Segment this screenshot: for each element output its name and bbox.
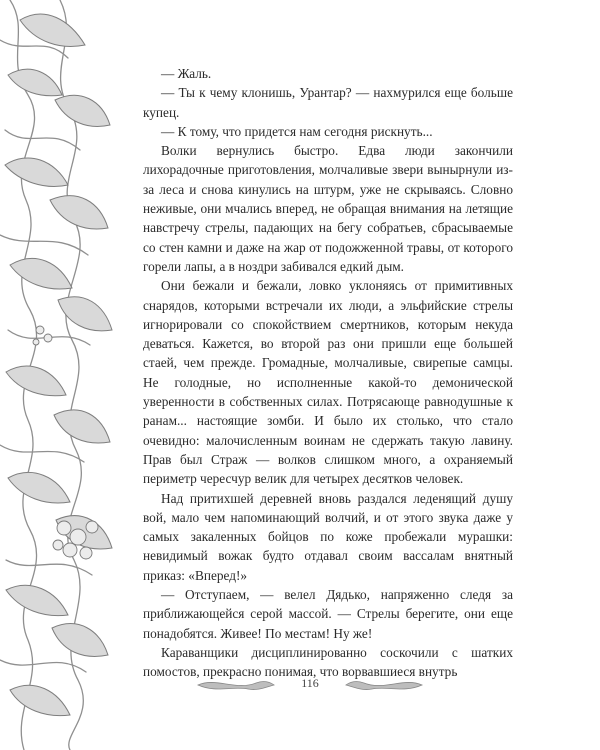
- page-footer: [190, 673, 430, 703]
- body-text: [143, 64, 513, 682]
- paragraph: Они бежали и бежали, ловко уклоняясь от примитивных снарядов, которыми встречали их люди, а эльфийские стрелы игнорировали со спокойствием смертников, которым некуда деваться. Кажется, во второй раз они пришли еще большей стаей, чем прежде. Громадные, молчаливые, свирепые самцы. Не голодные, но исполненные какой-то демонической уверенности в собственных силах. Потрясающе равнодушные к ранам... настоящие зомби. И было их столько, что стало очевидно: малочисленным воинам не сдержать такую лавину. Прав был Страж — волков слишком много, а охраняемый периметр чересчур велик для четырех десятков человек.: [143, 278, 513, 487]
- paragraph: Волки вернулись быстро. Едва люди закончили лихорадочные приготовления, молчаливые звери вынырнули из-за леса и снова кинулись на штурм, уже не скрываясь. Словно неживые, они мчались вперед, не обращая внимания на летящие навстречу стрелы, падающих на бегу собратьев, сбрасываемые со стен камни и даже на жар от подожженной травы, от которого горели лапы, а в ноздри забивался едкий дым.: [143, 143, 513, 274]
- paragraph: — К тому, что придется нам сегодня рискнуть...: [161, 123, 433, 139]
- flourish-right-icon: [344, 675, 424, 695]
- page-number: 116: [301, 676, 319, 690]
- paragraph: — Жаль.: [161, 66, 212, 81]
- leaf-ornament-border-icon: [0, 0, 118, 750]
- paragraph: — Отступаем, — велел Дядько, напряженно следя за приближающейся серой массой. — Стрелы берегите, они еще понадобятся. Живее! По местам! Ну же!: [143, 587, 513, 641]
- paragraph: — Ты к чему клонишь, Урантар? — нахмурился еще больше купец.: [143, 85, 513, 120]
- paragraph: Караванщики дисциплинированно соскочили с шатких помостов, прекрасно понимая, что ворвавшиеся внутрь: [143, 644, 513, 680]
- paragraph: Над притихшей деревней вновь раздался леденящий душу вой, мало чем напоминающий волчий, и от этого звука даже у самых закаленных бойцов по коже пробежали мурашки: невидимый вожак будто отдавал своим вассалам внятный приказ: «Вперед!»: [143, 490, 513, 583]
